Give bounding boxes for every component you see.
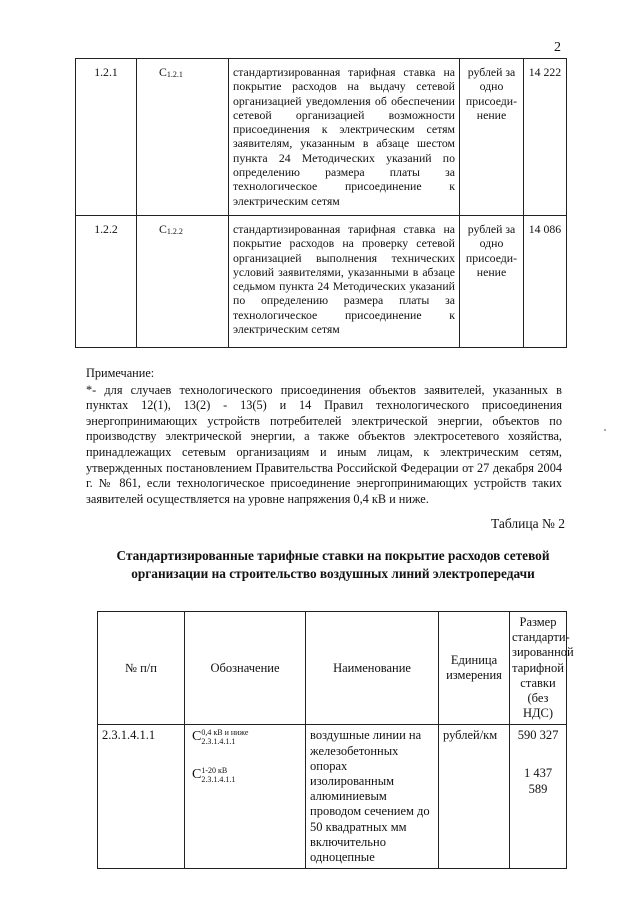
symbol-subscript: 2.3.1.4.1.1 bbox=[201, 737, 236, 747]
symbol-subscript: 1.2.1 bbox=[166, 70, 183, 79]
symbol-subscript: 1.2.2 bbox=[166, 227, 183, 236]
value-low-voltage: 590 327 bbox=[517, 728, 559, 743]
row-name: воздушные линии на железобетонных опорах изолированным алюминиевым проводом сечением до 50 квадратных мм включительно одноцепные bbox=[306, 725, 439, 869]
note-text: *- для случаев технологического присоединения объектов заявителей, указанных в пунктах 12(1), 13(2) - 13(5) и 14 Правил технологического присоединения энергопринимающих устройств потребителей электрической энергии, объектов по производству электрической энергии, а также объектов электросетевого хозяйства, принадлежащих сетевым организациям и иным лицам, к электрическим сетям, утвержденных постановлением Правительства Российской Федерации от 27 декабря 2004 г. № 861, если технологическое присоединение энергопринимающих устройств таких заявителей осуществляется на уровне напряжения 0,4 кВ и ниже. bbox=[86, 382, 562, 506]
row-description: стандартизированная тарифная ставка на покрытие расходов на проверку сетевой организацией выполнения технических условий заявителями, указанными в абзаце седьмом пункта 24 Методических указаний по определению размера платы за технологическое присоединение к электрическим сетям bbox=[229, 216, 460, 348]
header-designation: Обозначение bbox=[185, 612, 306, 725]
header-row bbox=[98, 612, 567, 725]
row-unit: рублей за одно присоеди-нение bbox=[460, 216, 524, 348]
header-unit: Единица измерения bbox=[439, 612, 510, 725]
row-value: 14 222 bbox=[524, 59, 567, 216]
symbol-base: C bbox=[159, 65, 167, 79]
symbol-superscript: 1-20 кВ bbox=[201, 766, 228, 776]
note-block bbox=[86, 366, 562, 507]
row-unit: рублей/км bbox=[439, 725, 510, 869]
row-number: 2.3.1.4.1.1 bbox=[98, 725, 185, 869]
row-symbol bbox=[137, 59, 229, 216]
tariff-table-continued bbox=[75, 58, 567, 348]
header-num: № п/п bbox=[98, 612, 185, 725]
symbol-base: C bbox=[159, 222, 167, 236]
symbol-superscript: 0,4 кВ и ниже bbox=[201, 728, 249, 738]
row-unit: рублей за одно присоеди-нение bbox=[460, 59, 524, 216]
header-size: Размер стандарти-зированной тарифной ставки (без НДС) bbox=[510, 612, 567, 725]
table-row bbox=[98, 725, 567, 869]
row-values bbox=[510, 725, 567, 869]
row-number: 1.2.1 bbox=[76, 59, 137, 216]
row-designation bbox=[185, 725, 306, 869]
table-heading: Стандартизированные тарифные ставки на покрытие расходов сетевой организации на строительство воздушных линий электропередачи bbox=[116, 548, 550, 581]
header-name: Наименование bbox=[306, 612, 439, 725]
row-symbol bbox=[137, 216, 229, 348]
row-description: стандартизированная тарифная ставка на покрытие расходов на выдачу сетевой организацией уведомления об обеспечении сетевой организацией возможности присоединения к электрическим сетям заявителям, указанным в абзаце шестом пункта 24 Методических указаний по определению размера платы за технологическое присоединение к электрическим сетям bbox=[229, 59, 460, 216]
symbol-base: C bbox=[192, 767, 202, 783]
page-number: 2 bbox=[554, 40, 561, 55]
table-row bbox=[76, 216, 567, 348]
symbol-subscript: 2.3.1.4.1.1 bbox=[201, 775, 236, 785]
symbol-1-20kv bbox=[192, 766, 301, 804]
value-1-20kv: 1 437 589 bbox=[523, 766, 553, 796]
symbol-base: C bbox=[192, 729, 202, 745]
scan-artifact bbox=[604, 429, 606, 431]
tariff-table-2 bbox=[97, 611, 574, 869]
note-title: Примечание: bbox=[86, 366, 155, 380]
row-value: 14 086 bbox=[524, 216, 567, 348]
table-row bbox=[76, 59, 567, 216]
table-label: Таблица № 2 bbox=[491, 516, 565, 531]
row-number: 1.2.2 bbox=[76, 216, 137, 348]
symbol-low-voltage bbox=[192, 728, 301, 766]
